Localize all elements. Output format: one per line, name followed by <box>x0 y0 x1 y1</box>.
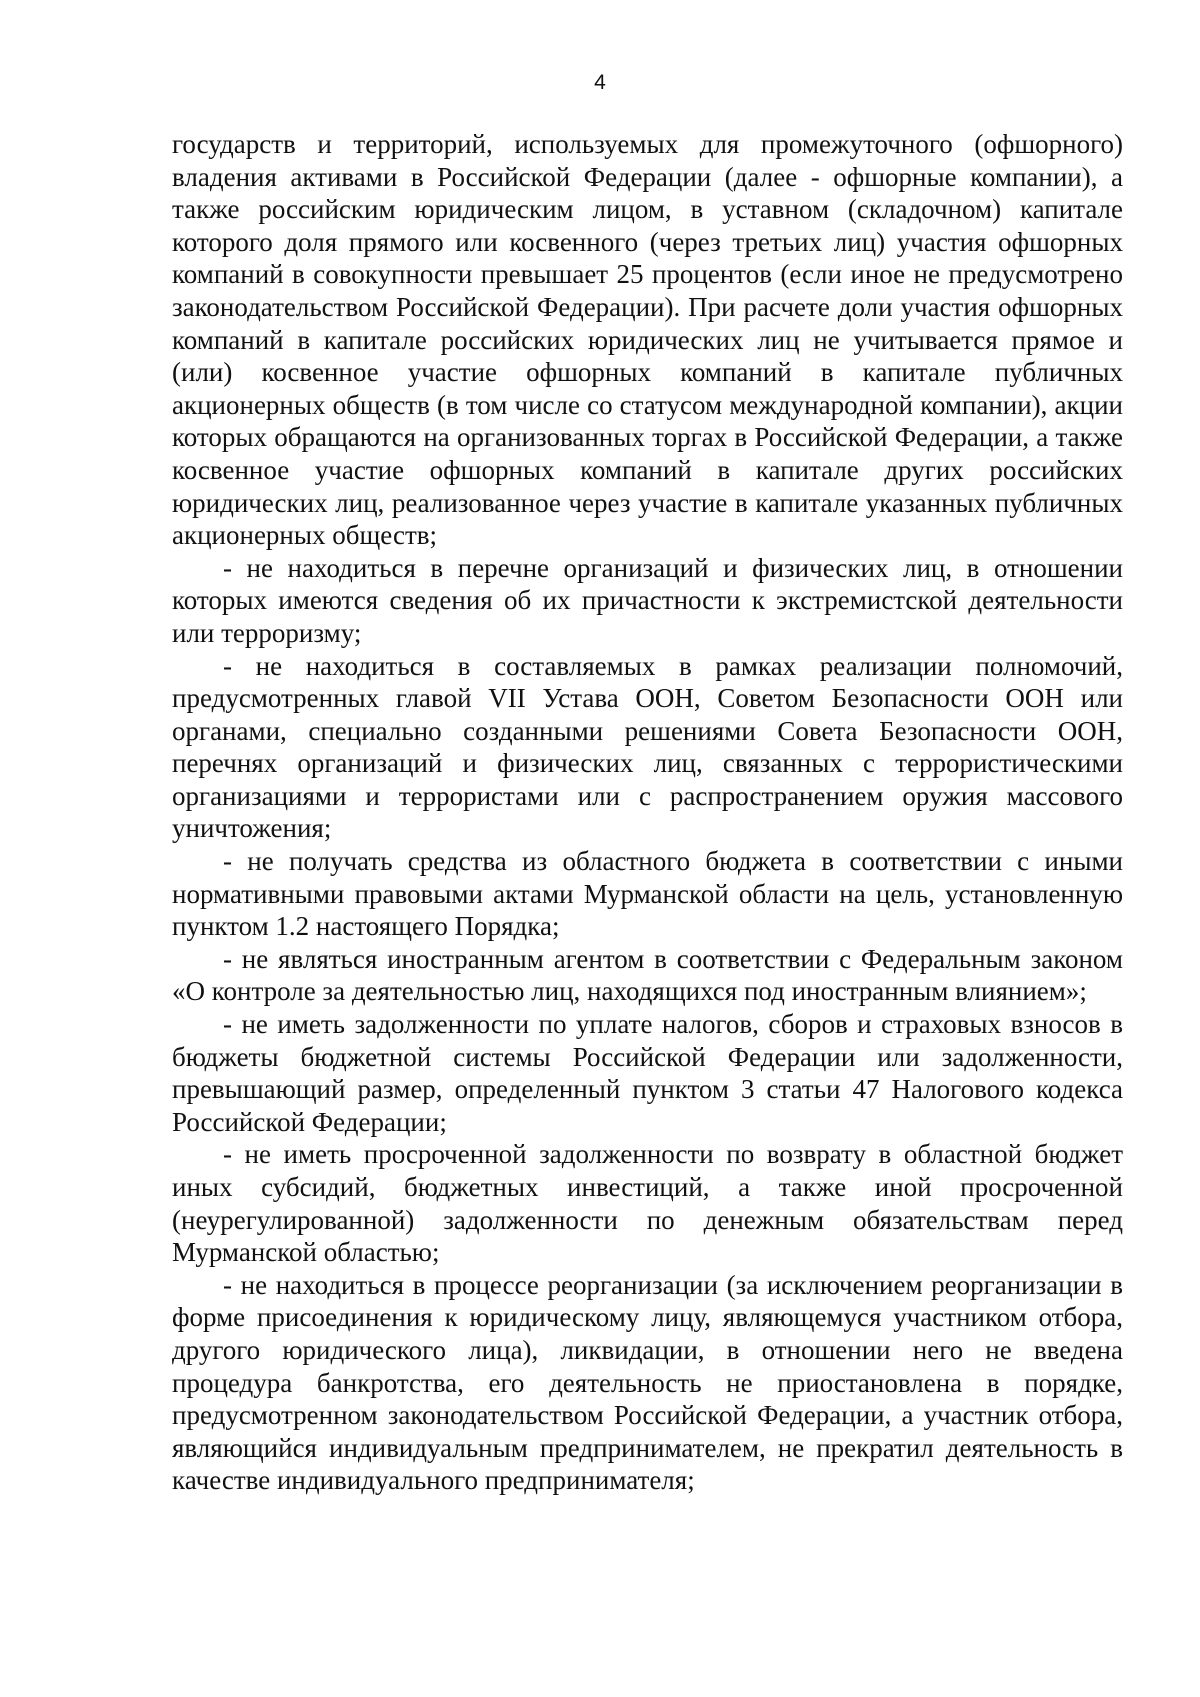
page-number: 4 <box>594 71 606 94</box>
paragraph-offshore-continuation: государств и территорий, используемых для промежуточного (офшорного) владения активами в Российской Федерации (далее - офшорные компании), а также российским юридическим лицом, в уставном (складочном) капитале которого доля прямого или косвенного (через третьих лиц) участия офшорных компаний в совокупности превышает 25 процентов (если иное не предусмотрено законодательством Российской Федерации). При расчете доли участия офшорных компаний в капитале российских юридических лиц не учитывается прямое и (или) косвенное участие офшорных компаний в капитале публичных акционерных обществ (в том числе со статусом международной компании), акции которых обращаются на организованных торгах в Российской Федерации, а также косвенное участие офшорных компаний в капитале других российских юридических лиц, реализованное через участие в капитале указанных публичных акционерных обществ; <box>172 129 1123 551</box>
paragraph-no-other-funding: - не получать средства из областного бюджета в соответствии с иными нормативными правовыми актами Мурманской области на цель, установленную пунктом 1.2 настоящего Порядка; <box>172 846 1123 942</box>
paragraph-foreign-agent: - не являться иностранным агентом в соответствии с Федеральным законом «О контроле за деятельностью лиц, находящихся под иностранным влиянием»; <box>172 943 1123 1007</box>
paragraph-reorganization: - не находиться в процессе реорганизации (за исключением реорганизации в форме присоединения к юридическому лицу, являющемуся участником отбора, другого юридического лица), ликвидации, в отношении него не введена процедура банкротства, его деятельность не приостановлена в порядке, предусмотренном законодательством Российской Федерации, а участник отбора, являющийся индивидуальным предпринимателем, не прекратил деятельность в качестве индивидуального предпринимателя; <box>172 1269 1123 1496</box>
paragraph-un-sanctions-list: - не находиться в составляемых в рамках реализации полномочий, предусмотренных главой VII Устава ООН, Советом Безопасности ООН или органами, специально созданными решениями Совета Безопасности ООН, перечнях организаций и физических лиц, связанных с террористическими организациями и террористами или с распространением оружия массового уничтожения; <box>172 650 1123 844</box>
document-body <box>172 128 1123 1497</box>
paragraph-tax-debt: - не иметь задолженности по уплате налогов, сборов и страховых взносов в бюджеты бюджетной системы Российской Федерации или задолженности, превышающий размер, определенный пунктом 3 статьи 47 Налогового кодекса Российской Федерации; <box>172 1009 1123 1137</box>
paragraph-extremism-list: - не находиться в перечне организаций и физических лиц, в отношении которых имеются сведения об их причастности к экстремистской деятельности или терроризму; <box>172 552 1123 648</box>
paragraph-overdue-debt: - не иметь просроченной задолженности по возврату в областной бюджет иных субсидий, бюджетных инвестиций, а также иной просроченной (неурегулированной) задолженности по денежным обязательствам перед Мурманской областью; <box>172 1139 1123 1268</box>
